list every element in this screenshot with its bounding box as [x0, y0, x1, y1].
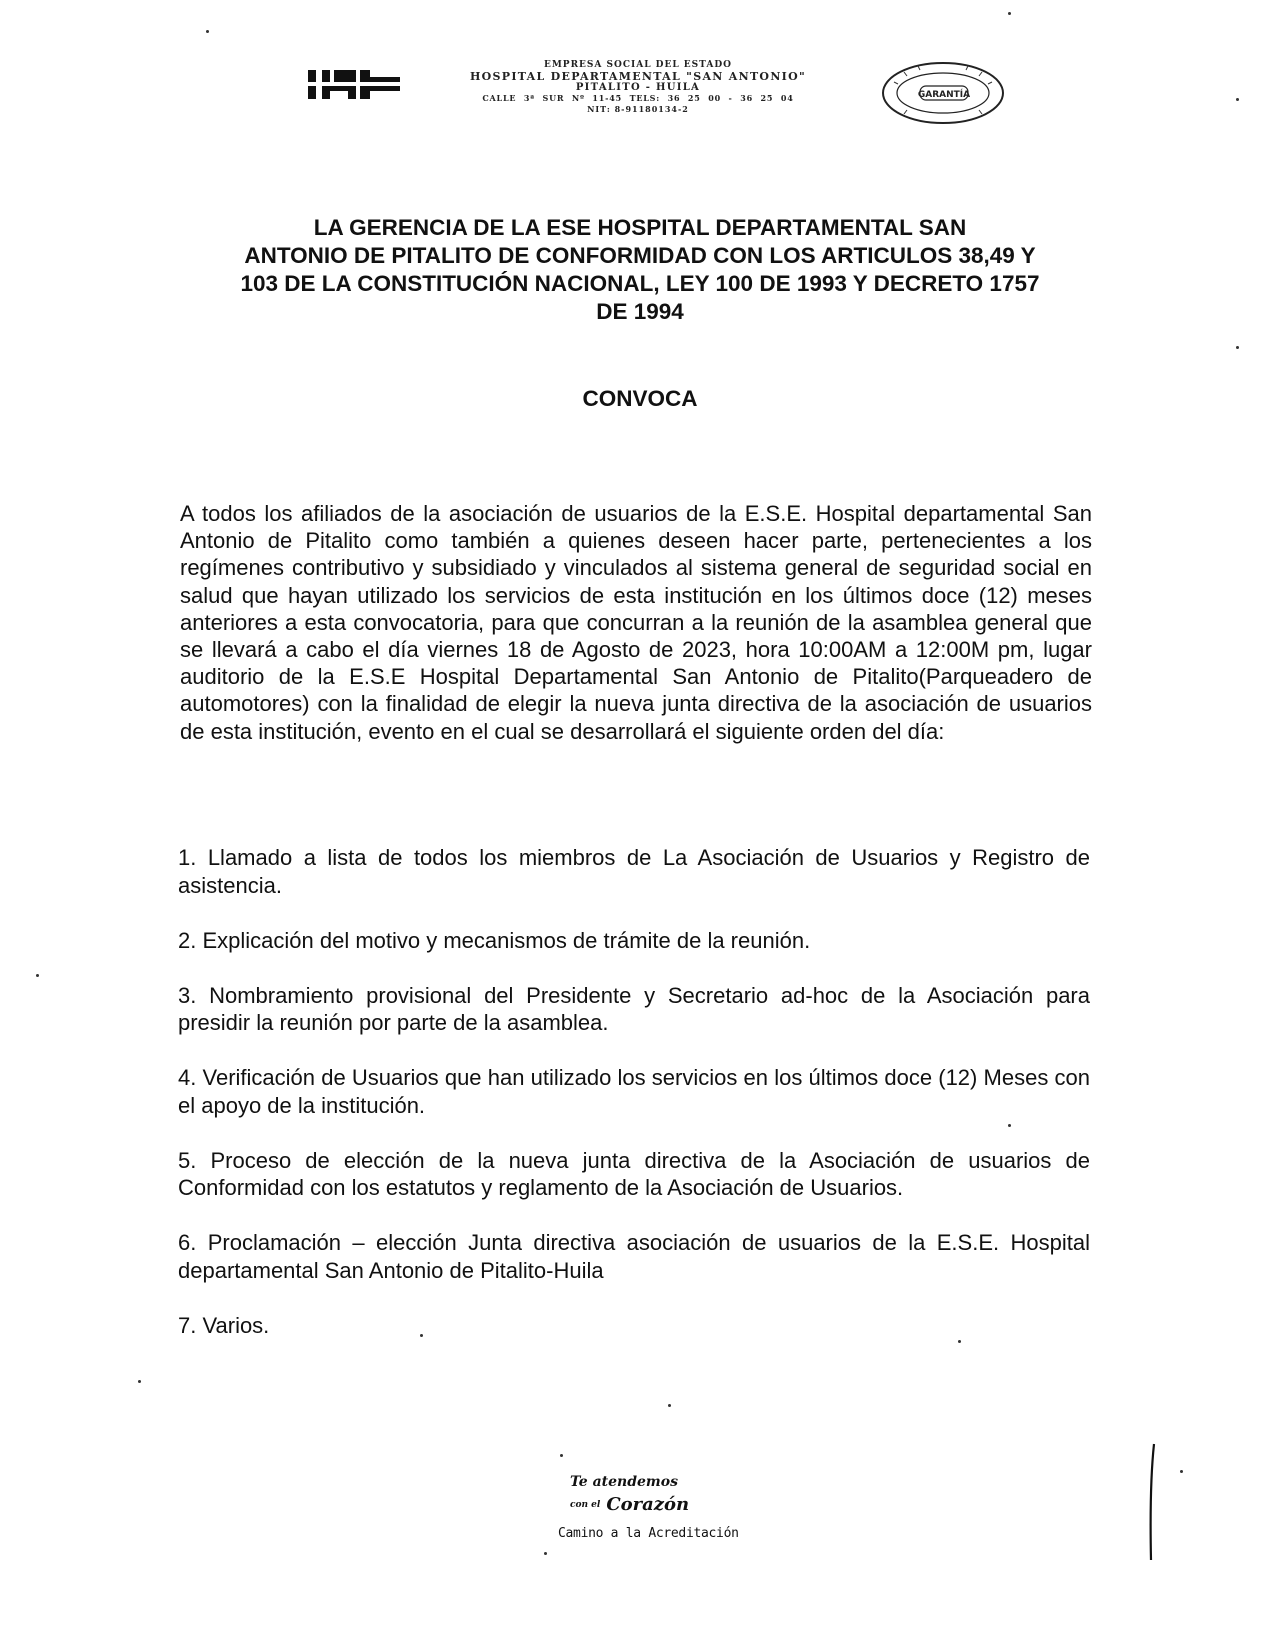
document-heading: [180, 214, 1100, 326]
agenda-item-2: 2. Explicación del motivo y mecanismos de trámite de la reunión.: [178, 927, 811, 953]
footer-slogan: [480, 1474, 800, 1554]
seal-text: GARANTÍA: [917, 90, 971, 100]
heading-line-2: ANTONIO DE PITALITO DE CONFORMIDAD CON LOS ARTICULOS 38,49 Y: [244, 243, 1036, 268]
letterhead-hospital-name: HOSPITAL DEPARTAMENTAL "SAN ANTONIO": [469, 70, 807, 83]
agenda-item-1: 1. Llamado a lista de todos los miembros de La Asociación de Usuarios y Registro de asistencia.: [178, 845, 1090, 898]
scan-speck: [1236, 346, 1239, 349]
convoca-title: CONVOCA: [582, 386, 698, 411]
scan-speck: [420, 1334, 423, 1337]
scan-speck: [36, 974, 39, 977]
letterhead-entity-type: EMPRESA SOCIAL DEL ESTADO: [543, 60, 733, 70]
slogan-small-text: con el: [570, 1500, 601, 1510]
scan-speck: [206, 30, 209, 33]
letterhead-address: CALLE 3ª SUR Nº 11-45 TELS: 36 25 00 - 36 25 04: [482, 93, 794, 103]
scan-speck: [1008, 1124, 1011, 1127]
slogan-line-2: [570, 1494, 689, 1515]
intro-paragraph: A todos los afiliados de la asociación de usuarios de la E.S.E. Hospital departamental San Antonio de Pitalito como también a quienes deseen hacer parte, pertenecientes a los regímenes contributivo y subsidiado y vinculados al sistema general de seguridad social en salud que hayan utilizado los servicios de esta institución en los últimos doce (12) meses anteriores a esta convocatoria, para que concurran a la reunión de la asamblea general que se llevará a cabo el día viernes 18 de Agosto de 2023, hora 10:00AM a 12:00M pm, lugar auditorio de la E.S.E Hospital Departamental San Antonio de Pitalito(Parqueadero de automotores) con la finalidad de elegir la nueva junta directiva de la asociación de usuarios de esta institución, evento en el cual se desarrollará el siguiente orden del día:: [180, 501, 1092, 744]
slogan-line-1: Te atendemos: [570, 1474, 678, 1490]
hospital-logo-icon: [308, 70, 402, 100]
slogan-line-3: Camino a la Acreditación: [558, 1526, 739, 1541]
scan-speck: [1008, 12, 1011, 15]
accreditation-seal-icon: [880, 60, 1006, 126]
letterhead-text: [412, 60, 864, 115]
scan-speck: [958, 1340, 961, 1343]
letterhead: [308, 60, 1008, 128]
agenda-item-5: 5. Proceso de elección de la nueva junta directiva de la Asociación de usuarios de Conformidad con los estatutos y reglamento de la Asociación de Usuarios.: [178, 1147, 1090, 1200]
slogan-heart-word: Corazón: [606, 1494, 690, 1515]
agenda-item-3: 3. Nombramiento provisional del Presidente y Secretario ad-hoc de la Asociación para presidir la reunión por parte de la asamblea.: [178, 982, 1090, 1035]
scan-speck: [668, 1404, 671, 1407]
heading-line-4: DE 1994: [596, 299, 684, 324]
scan-speck: [1236, 98, 1239, 101]
scan-speck: [138, 1380, 141, 1383]
agenda-item-7: 7. Varios.: [178, 1312, 270, 1338]
agenda-list: [178, 844, 1090, 1339]
scan-speck: [544, 1552, 547, 1555]
scan-speck: [560, 1454, 563, 1457]
heading-line-3: 103 DE LA CONSTITUCIÓN NACIONAL, LEY 100 DE 1993 Y DECRETO 1757: [240, 271, 1040, 296]
scan-margin-line-icon: [1148, 1442, 1156, 1562]
agenda-item-4: 4. Verificación de Usuarios que han utilizado los servicios en los últimos doce (12) Meses con el apoyo de la institución.: [178, 1065, 1090, 1118]
scan-speck: [1180, 1470, 1183, 1473]
heading-line-1: LA GERENCIA DE LA ESE HOSPITAL DEPARTAMENTAL SAN: [313, 215, 967, 240]
agenda-item-6: 6. Proclamación – elección Junta directiva asociación de usuarios de la E.S.E. Hospital departamental San Antonio de Pitalito-Huila: [178, 1230, 1090, 1283]
letterhead-city: PITALITO - HUILA: [575, 82, 701, 93]
letterhead-nit: NIT: 8-91180134-2: [587, 104, 689, 114]
